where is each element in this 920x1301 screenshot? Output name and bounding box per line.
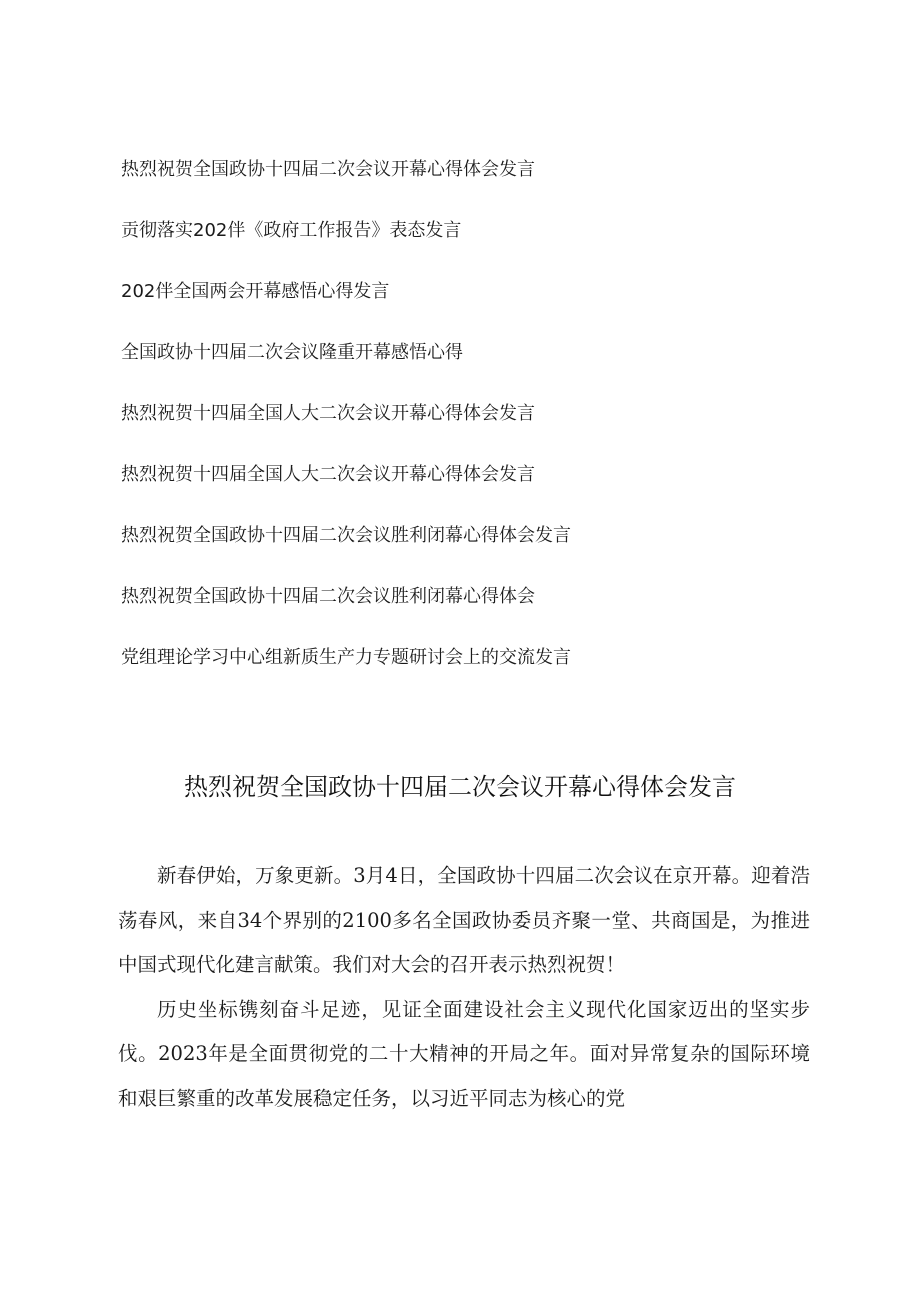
toc-item: 贡彻落实202伴《政府工作报告》表态发言 [121, 220, 462, 241]
toc-item: 202伴全国两会开幕感悟心得发言 [121, 281, 390, 302]
toc-item: 热烈祝贺十四届全国人大二次会议开幕心得体会发言 [121, 403, 535, 424]
toc-item: 党组理论学习中心组新质生产力专题研讨会上的交流发言 [121, 647, 571, 668]
article-title: 热烈祝贺全国政协十四届二次会议开幕心得体会发言 [184, 773, 736, 801]
toc-item: 热烈祝贺全国政协十四届二次会议胜利闭幕心得体会 [121, 586, 535, 607]
toc-item: 热烈祝贺十四届全国人大二次会议开幕心得体会发言 [121, 464, 535, 485]
article-paragraph: 新春伊始，万象更新。3月4日，全国政协十四届二次会议在京开幕。迎着浩荡春风，来自34个界别的2100多名全国政协委员齐聚一堂、共商国是，为推进中国式现代化建言献策。我们对大会的召开表示热烈祝贺！ [118, 864, 810, 976]
article-body [118, 854, 810, 1121]
toc-item: 全国政协十四届二次会议隆重开幕感悟心得 [121, 342, 463, 363]
article-paragraph: 历史坐标镌刻奋斗足迹，见证全面建设社会主义现代化国家迈出的坚实步伐。2023年是全面贯彻党的二十大精神的开局之年。面对异常复杂的国际环境和艰巨繁重的改革发展稳定任务，以习近平同志为核心的党 [118, 997, 810, 1110]
toc-item: 热烈祝贺全国政协十四届二次会议胜利闭幕心得体会发言 [121, 525, 571, 546]
table-of-contents [121, 160, 821, 709]
toc-item: 热烈祝贺全国政协十四届二次会议开幕心得体会发言 [121, 159, 535, 180]
